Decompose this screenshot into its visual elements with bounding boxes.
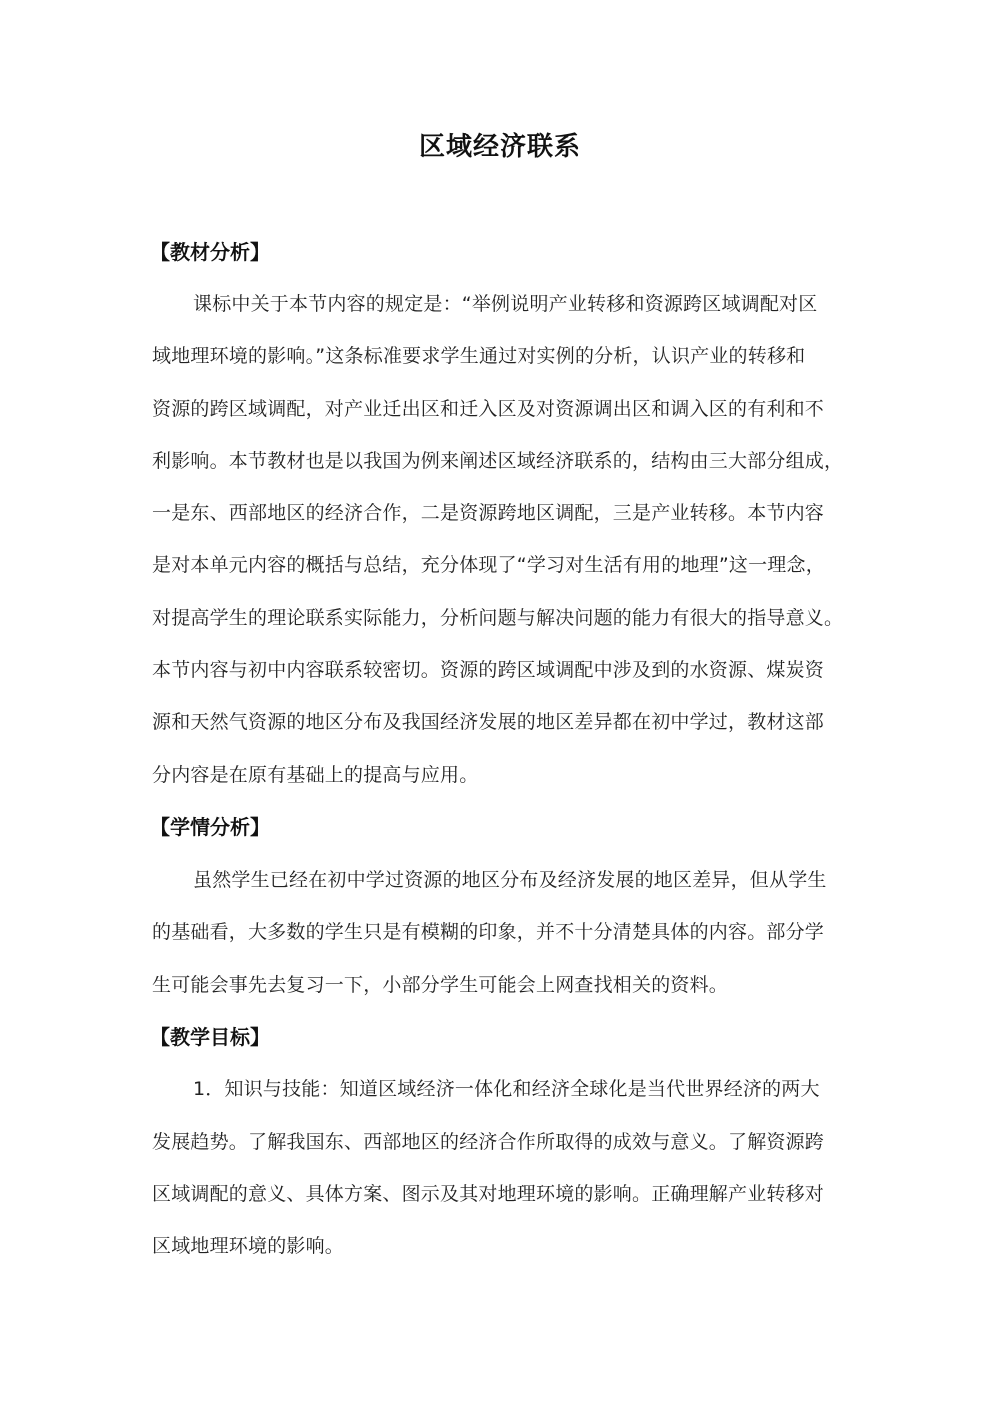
paragraph-line: 区域调配的意义、具体方案、图示及其对地理环境的影响。正确理解产业转移对: [152, 1183, 825, 1205]
document-title: 区域经济联系: [418, 132, 581, 162]
paragraph-line: 1．知识与技能：知道区域经济一体化和经济全球化是当代世界经济的两大: [193, 1078, 820, 1100]
paragraph-line: 一是东、西部地区的经济合作，二是资源跨地区调配，三是产业转移。本节内容: [152, 502, 825, 524]
paragraph-line: 分内容是在原有基础上的提高与应用。: [152, 764, 479, 786]
paragraph-line: 对提高学生的理论联系实际能力，分析问题与解决问题的能力有很大的指导意义。: [152, 607, 844, 629]
paragraph-line: 课标中关于本节内容的规定是：“举例说明产业转移和资源跨区域调配对区: [193, 293, 818, 315]
paragraph-line: 资源的跨区域调配，对产业迁出区和迁入区及对资源调出区和调入区的有利和不: [152, 398, 825, 420]
paragraph-line: 利影响。本节教材也是以我国为例来阐述区域经济联系的，结构由三大部分组成，: [152, 450, 844, 472]
paragraph-line: 源和天然气资源的地区分布及我国经济发展的地区差异都在初中学过，教材这部: [152, 711, 825, 733]
paragraph-line: 本节内容与初中内容联系较密切。资源的跨区域调配中涉及到的水资源、煤炭资: [152, 659, 825, 681]
section-heading-teaching-goals: 【教学目标】: [150, 1025, 270, 1049]
paragraph-line: 发展趋势。了解我国东、西部地区的经济合作所取得的成效与意义。了解资源跨: [152, 1131, 825, 1153]
section-heading-textbook-analysis: 【教材分析】: [150, 240, 270, 264]
paragraph-line: 生可能会事先去复习一下，小部分学生可能会上网查找相关的资料。: [152, 974, 729, 996]
paragraph-line: 域地理环境的影响。”这条标准要求学生通过对实例的分析，认识产业的转移和: [152, 345, 806, 367]
section-heading-student-analysis: 【学情分析】: [150, 815, 270, 839]
paragraph-line: 的基础看，大多数的学生只是有模糊的印象，并不十分清楚具体的内容。部分学: [152, 921, 825, 943]
paragraph-line: 虽然学生已经在初中学过资源的地区分布及经济发展的地区差异，但从学生: [193, 869, 827, 891]
paragraph-line: 区域地理环境的影响。: [152, 1235, 345, 1257]
paragraph-line: 是对本单元内容的概括与总结，充分体现了“学习对生活有用的地理”这一理念，: [152, 554, 825, 576]
